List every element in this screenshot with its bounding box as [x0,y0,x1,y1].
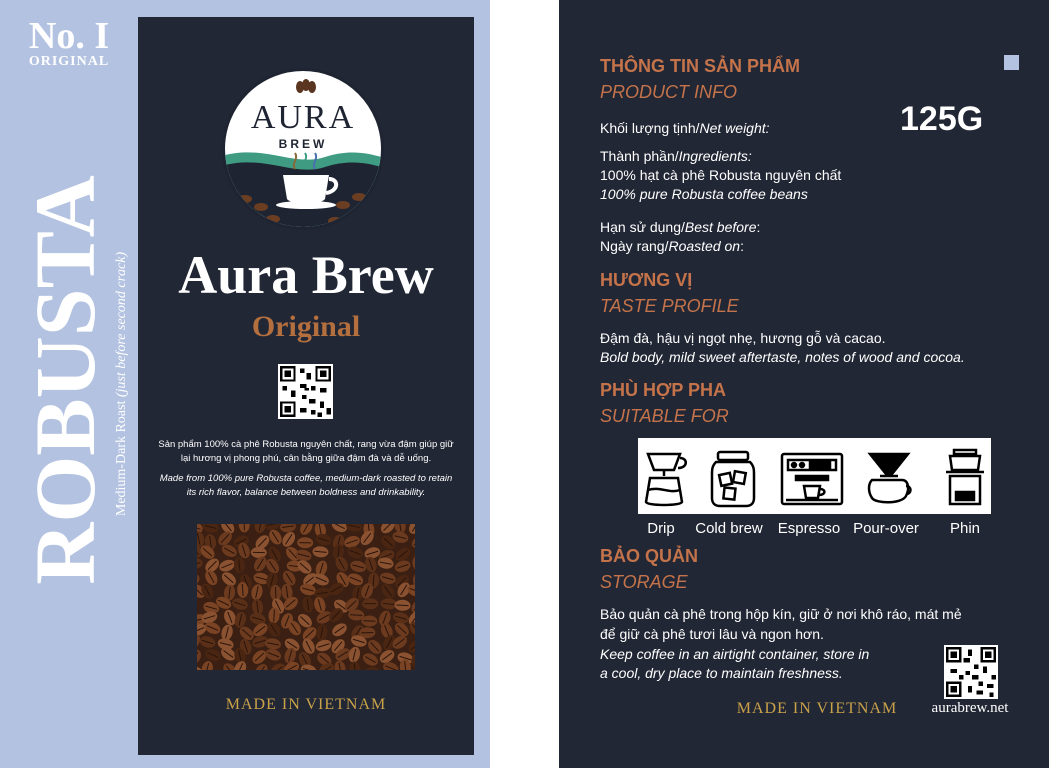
storage-heading: BẢO QUẢN [600,546,698,566]
phin-filter-icon [938,448,992,508]
description-vietnamese: Sản phẩm 100% cà phê Robusta nguyên chất, rang vừa đậm giúp giữ lại hương vị phong phú, cân bằng giữa đậm đà và dễ uống. [158,439,454,464]
logo-wordmark-bottom: BREW [278,137,328,151]
pour-over-icon [862,448,916,508]
roast-detail: (just before second crack) [114,251,129,398]
suitable-subheading: SUITABLE FOR [600,406,729,426]
net-weight-value: 125G [900,100,984,138]
taste-english: Bold body, mild sweet aftertaste, notes of wood and cocoa. [600,349,965,365]
logo-wordmark-top: AURA [250,99,356,136]
product-edition: Original [251,310,361,343]
website-link[interactable]: aurabrew.net [931,700,1009,716]
rank-sub-label: ORIGINAL [28,54,110,69]
brew-label-espresso: Espresso [777,520,841,537]
ingredients-english: 100% pure Robusta coffee beans [600,186,808,202]
product-info-subheading: PRODUCT INFO [600,82,737,102]
net-weight-label: Khối lượng tịnh/Net weight: [600,120,770,136]
coffee-cup-wave-icon [225,147,384,230]
taste-vietnamese: Đậm đà, hậu vị ngọt nhẹ, hương gỗ và cacao. [600,330,886,346]
cold-brew-jar-icon [706,448,760,508]
brew-label-drip: Drip [647,520,675,537]
made-in-label-back: MADE IN VIETNAM [736,700,898,717]
storage-subheading: STORAGE [600,572,688,592]
qr-code-icon [278,364,333,419]
rank-label: No. I [28,15,110,57]
storage-english-line-2: a cool, dry place to maintain freshness. [600,665,843,681]
website-qr-code-icon [944,645,998,699]
storage-vietnamese-line-2: để giữ cà phê tươi lâu và ngon hơn. [600,626,824,642]
product-info-heading: THÔNG TIN SẢN PHẨM [600,56,800,76]
corner-mark [1004,55,1019,70]
brew-label-cold-brew: Cold brew [695,520,763,537]
ingredients-vietnamese: 100% hạt cà phê Robusta nguyên chất [600,167,842,183]
suitable-heading: PHÙ HỢP PHA [600,380,727,400]
brand-name: Aura Brew [178,245,434,305]
coffee-beans-photo [197,524,415,670]
storage-vietnamese-line-1: Bảo quản cà phê trong hộp kín, giữ ở nơi khô ráo, mát mẻ [600,606,962,622]
roasted-on-label: Ngày rang/Roasted on: [600,238,744,254]
taste-subheading: TASTE PROFILE [600,296,739,316]
best-before-label: Hạn sử dụng/Best before: [600,219,761,235]
description-english: Made from 100% pure Robusta coffee, medium-dark roasted to retain its rich flavor, balance between boldness and drinkability. [159,473,453,498]
coffee-beans-icon [295,79,317,95]
brand-logo [222,68,384,230]
variety-label: ROBUSTA [17,175,113,585]
brew-label-phin: Phin [949,520,981,537]
brew-label-pour-over: Pour-over [853,520,919,537]
espresso-machine-icon [780,448,844,508]
storage-english-line-1: Keep coffee in an airtight container, store in [600,646,870,662]
taste-heading: HƯƠNG VỊ [600,270,693,290]
made-in-label-front: MADE IN VIETNAM [225,696,387,713]
ingredients-label: Thành phần/Ingredients: [600,148,752,164]
roast-level-note [112,174,132,594]
roast-level: Medium-Dark Roast [114,397,129,517]
drip-icon [640,448,694,508]
